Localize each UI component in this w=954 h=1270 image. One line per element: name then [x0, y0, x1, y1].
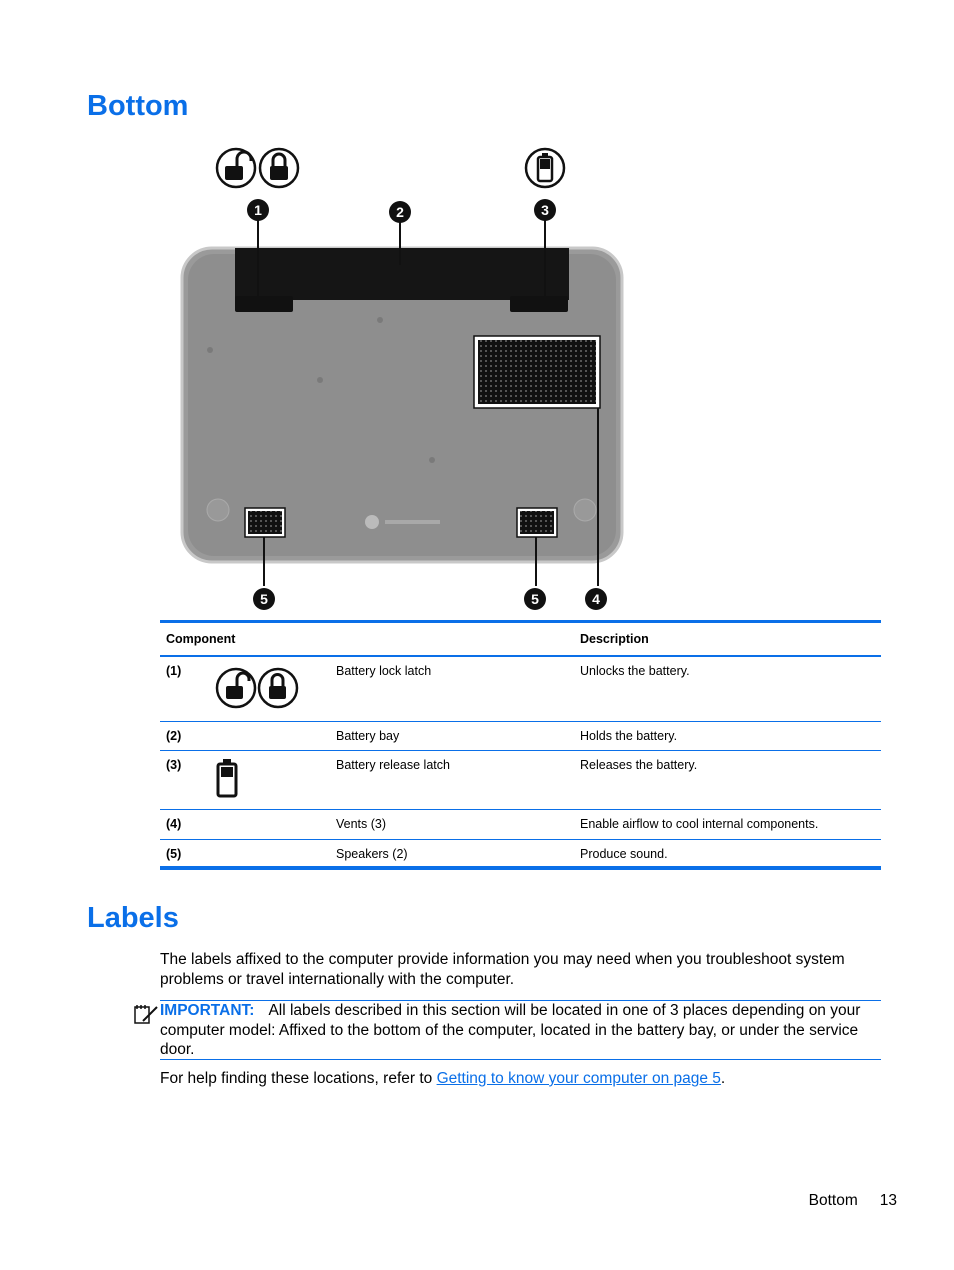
battery-unlock-icon: [217, 149, 255, 187]
note-icon: [133, 1003, 159, 1027]
battery-lock-icon: [260, 149, 298, 187]
row-number: (5): [166, 846, 182, 861]
battery-lock-latch-icon: [214, 664, 304, 710]
callout-4: [585, 588, 607, 610]
row-description: Holds the battery.: [574, 721, 881, 750]
svg-text:5: 5: [531, 591, 539, 607]
row-icon: [208, 721, 330, 750]
callout-1: [247, 199, 269, 221]
help-paragraph: [160, 1069, 880, 1089]
row-description: Produce sound.: [580, 846, 668, 861]
row-number: (3): [160, 750, 208, 809]
section-title-bottom: Bottom: [87, 90, 189, 122]
row-description: Unlocks the battery.: [574, 656, 881, 721]
row-number: (1): [160, 656, 208, 721]
svg-text:5: 5: [260, 591, 268, 607]
svg-text:1: 1: [254, 202, 262, 218]
row-number: (4): [160, 809, 208, 839]
laptop-bottom-figure: [160, 140, 640, 615]
svg-text:3: 3: [541, 202, 549, 218]
row-description: Releases the battery.: [574, 750, 881, 809]
row-number: (2): [160, 721, 208, 750]
row-component: Vents (3): [330, 809, 574, 839]
footer-section: Bottom: [808, 1192, 858, 1209]
header-component: Component: [160, 622, 574, 657]
table-row: [160, 839, 881, 868]
callout-5-right: [524, 588, 546, 610]
battery-icon: [214, 758, 244, 800]
row-icon: [208, 750, 330, 809]
row-icon: [208, 809, 330, 839]
row-icon: [208, 839, 330, 868]
callout-2: [389, 201, 411, 223]
help-suffix: .: [720, 1070, 726, 1087]
important-notice: [160, 1000, 881, 1060]
table-row: [160, 750, 881, 809]
callout-5-left: [253, 588, 275, 610]
row-component: Battery bay: [330, 721, 574, 750]
row-component: Speakers (2): [336, 846, 408, 861]
row-component: Battery lock latch: [330, 656, 574, 721]
row-description: Enable airflow to cool internal components.: [574, 809, 881, 839]
important-text: All labels described in this section will be located in one of 3 places depending on your computer model: Affixed to the bottom of the computer, located in the battery bay, or under the service door.: [160, 1002, 861, 1058]
labels-intro-paragraph: The labels affixed to the computer provide information you may need when you troubleshoot system problems or travel internationally with the computer.: [160, 951, 845, 988]
table-row: [160, 656, 881, 721]
battery-icon: [526, 149, 564, 187]
svg-text:4: 4: [592, 591, 600, 607]
component-table: [160, 620, 881, 870]
section-title-labels: Labels: [87, 902, 179, 934]
table-header-row: [160, 622, 881, 657]
header-description: Description: [574, 622, 881, 657]
row-component: Battery release latch: [330, 750, 574, 809]
row-icon: [208, 656, 330, 721]
table-row: [160, 721, 881, 750]
important-label: IMPORTANT:: [160, 1002, 255, 1019]
page-number: 13: [879, 1192, 897, 1209]
callout-3: [534, 199, 556, 221]
page-footer: [760, 1192, 897, 1210]
svg-text:2: 2: [396, 204, 404, 220]
getting-to-know-link[interactable]: Getting to know your computer on page 5: [436, 1070, 721, 1087]
help-prefix: For help finding these locations, refer to: [160, 1070, 437, 1087]
table-row: [160, 809, 881, 839]
